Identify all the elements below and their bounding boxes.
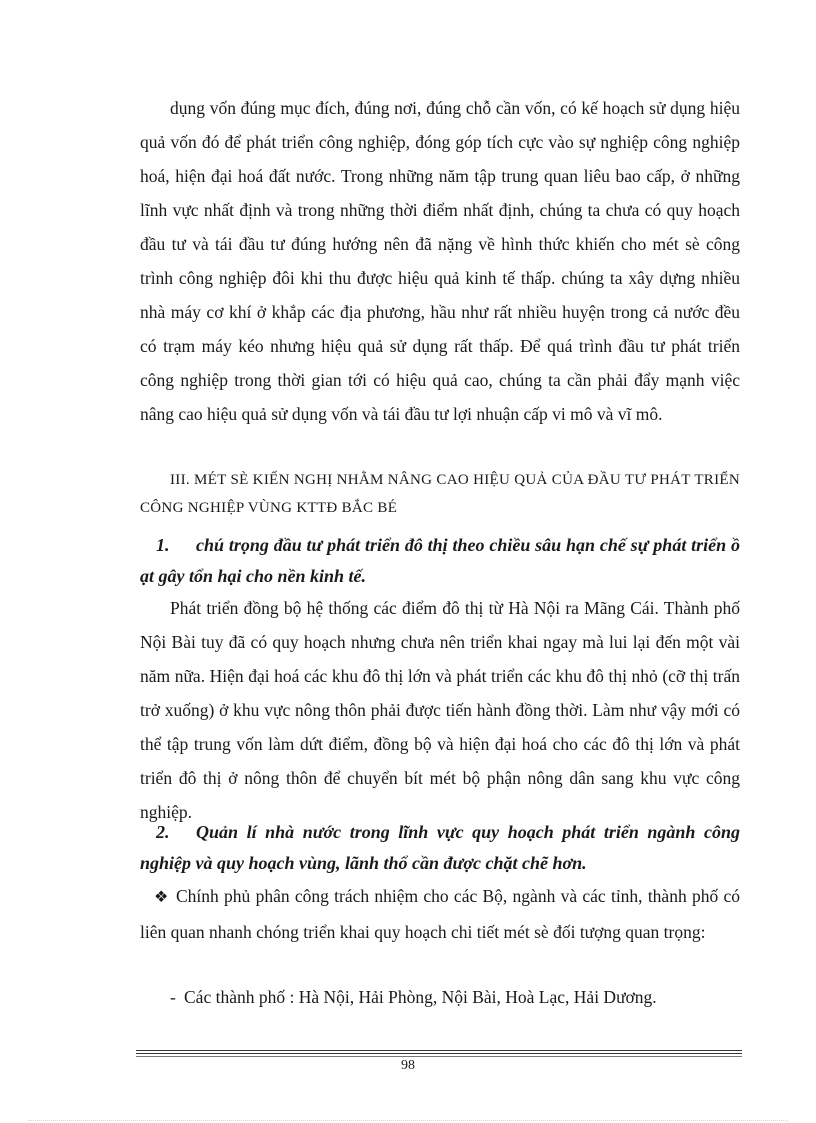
body-paragraph-1	[140, 91, 740, 431]
bullet-paragraph	[140, 879, 740, 949]
subheading-2	[140, 817, 740, 879]
footer-rule	[136, 1050, 742, 1051]
section-heading: III. MÉT SÈ KIẾN NGHỊ NHẰM NÂNG CAO HIỆU QUẢ CỦA ĐẦU TƯ PHÁT TRIỂN CÔNG NGHIỆP VÙNG KTTĐ BẮC BÉ	[140, 472, 740, 516]
footer-rule	[136, 1053, 742, 1054]
diamond-bullet-icon: ❖	[154, 889, 169, 906]
dash-list-item	[140, 980, 740, 1014]
bullet-text: Chính phủ phân công trách nhiệm cho các Bộ, ngành và các tỉnh, thành phố có liên quan nhanh chóng triển khai quy hoạch chi tiết mét sè đối tượng quan trọng:	[140, 886, 740, 942]
paragraph-text: Phát triển đồng bộ hệ thống các điểm đô thị từ Hà Nội ra Mãng Cái. Thành phố Nội Bài tuy đã có quy hoạch nhưng chưa nên triển khai ngay mà lui lại đến một vài năm nữa. Hiện đại hoá các khu đô thị lớn và phát triển các khu đô thị nhỏ (cỡ thị trấn trở xuống) ở khu vực nông thôn phải được tiến hành đồng thời. Làm như vậy mới có thể tập trung vốn làm dứt điểm, đồng bộ và hiện đại hoá cho các đô thị lớn và phát triển đô thị ở nông thôn để chuyển bít mét bộ phận nông dân sang khu vực công nghiệp.	[140, 598, 740, 822]
subheading-number: 2.	[156, 822, 170, 842]
dash-item-text: Các thành phố : Hà Nội, Hải Phòng, Nội Bài, Hoà Lạc, Hải Dương.	[184, 987, 657, 1007]
subheading-text: chú trọng đầu tư phát triển đô thị theo chiều sâu hạn chế sự phát triển ồ ạt gây tổn hại cho nền kinh tế.	[140, 535, 740, 586]
subheading-number: 1.	[156, 535, 170, 555]
page-number: 98	[401, 1058, 415, 1073]
subheading-1	[140, 530, 740, 592]
body-paragraph-2	[140, 591, 740, 829]
dash-bullet-icon: -	[170, 987, 176, 1007]
subheading-text: Quản lí nhà nước trong lĩnh vực quy hoạch phát triển ngành công nghiệp và quy hoạch vùng, lãnh thổ cần được chặt chẽ hơn.	[140, 822, 740, 873]
page-bottom-border	[28, 1120, 788, 1121]
paragraph-text: dụng vốn đúng mục đích, đúng nơi, đúng chỗ cần vốn, có kế hoạch sử dụng hiệu quả vốn đó để phát triển công nghiệp, đóng góp tích cực vào sự nghiệp công nghiệp hoá, hiện đại hoá đất nước. Trong những năm tập trung quan liêu bao cấp, ở những lĩnh vực nhất định và trong những thời điểm nhất định, chúng ta chưa có quy hoạch đầu tư và tái đầu tư đúng hướng nên đã nặng về hình thức khiến cho mét sè công trình công nghiệp đôi khi thu được hiệu quả kinh tế thấp. chúng ta xây dựng nhiều nhà máy cơ khí ở khắp các địa phương, hầu như rất nhiều huyện trong cả nước đều có trạm máy kéo nhưng hiệu quả sử dụng rất thấp. Để quá trình đầu tư phát triển công nghiệp trong thời gian tới có hiệu quả cao, chúng ta cần phải đẩy mạnh việc nâng cao hiệu quả sử dụng vốn và tái đầu tư lợi nhuận cấp vi mô và vĩ mô.	[140, 98, 740, 424]
